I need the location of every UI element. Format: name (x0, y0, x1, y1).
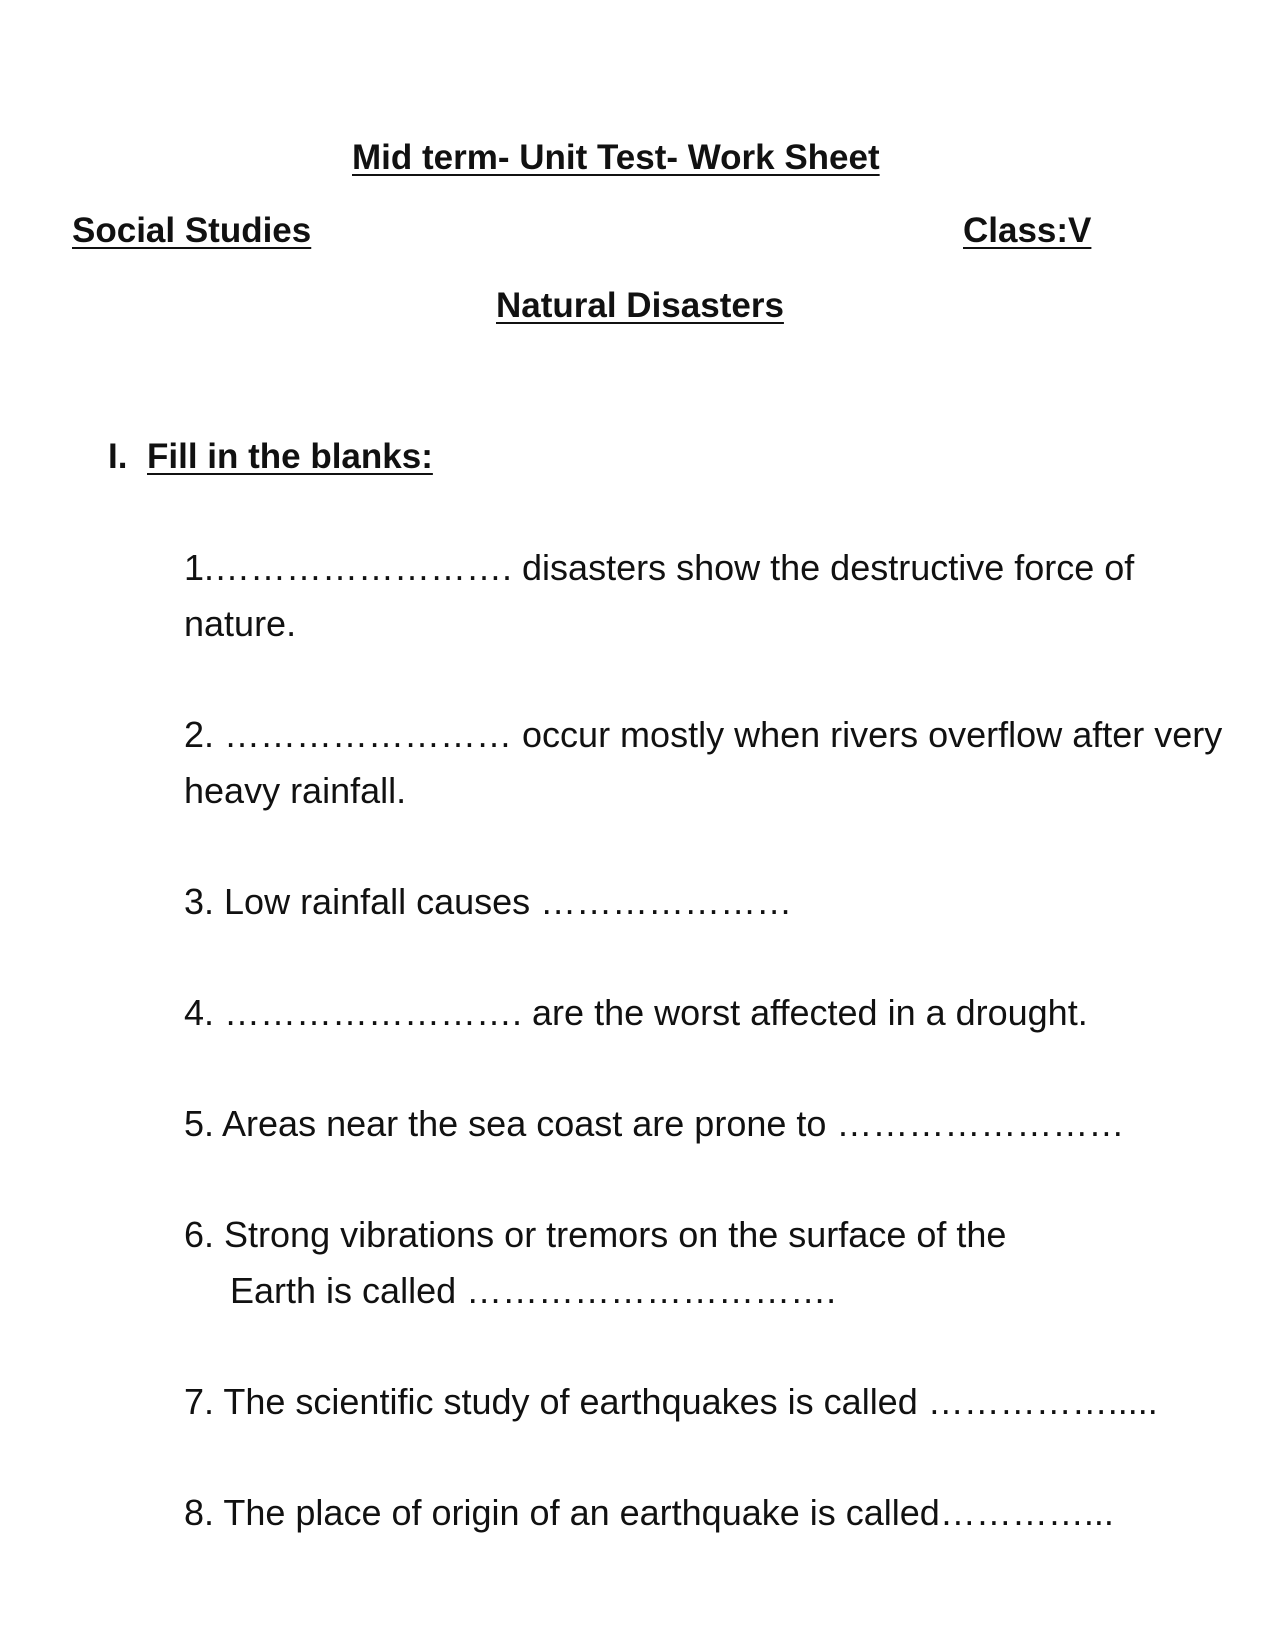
section-number: I. (108, 437, 128, 476)
question-6-continued: Earth is called …………………………. (230, 1270, 837, 1311)
subject-label: Social Studies (72, 211, 312, 250)
question-6: 6. Strong vibrations or tremors on the surface of the (184, 1214, 1007, 1255)
question-1-continued: nature. (184, 603, 297, 644)
question-4: 4. ……………………. are the worst affected in a drought. (184, 992, 1088, 1033)
topic-title: Natural Disasters (496, 286, 784, 325)
section-heading: Fill in the blanks: (147, 437, 433, 476)
question-8: 8. The place of origin of an earthquake is called…………... (184, 1492, 1114, 1533)
question-2: 2. …………………… occur mostly when rivers overflow after very (184, 714, 1223, 755)
question-5: 5. Areas near the sea coast are prone to …………………… (184, 1103, 1125, 1144)
question-7: 7. The scientific study of earthquakes is called ……………..... (184, 1381, 1158, 1422)
worksheet-title: Mid term- Unit Test- Work Sheet (352, 138, 880, 177)
class-label: Class:V (963, 211, 1092, 250)
question-1: 1.……………………. disasters show the destructive force of (184, 547, 1135, 588)
question-3: 3. Low rainfall causes ………………… (184, 881, 793, 922)
question-2-continued: heavy rainfall. (184, 770, 407, 811)
